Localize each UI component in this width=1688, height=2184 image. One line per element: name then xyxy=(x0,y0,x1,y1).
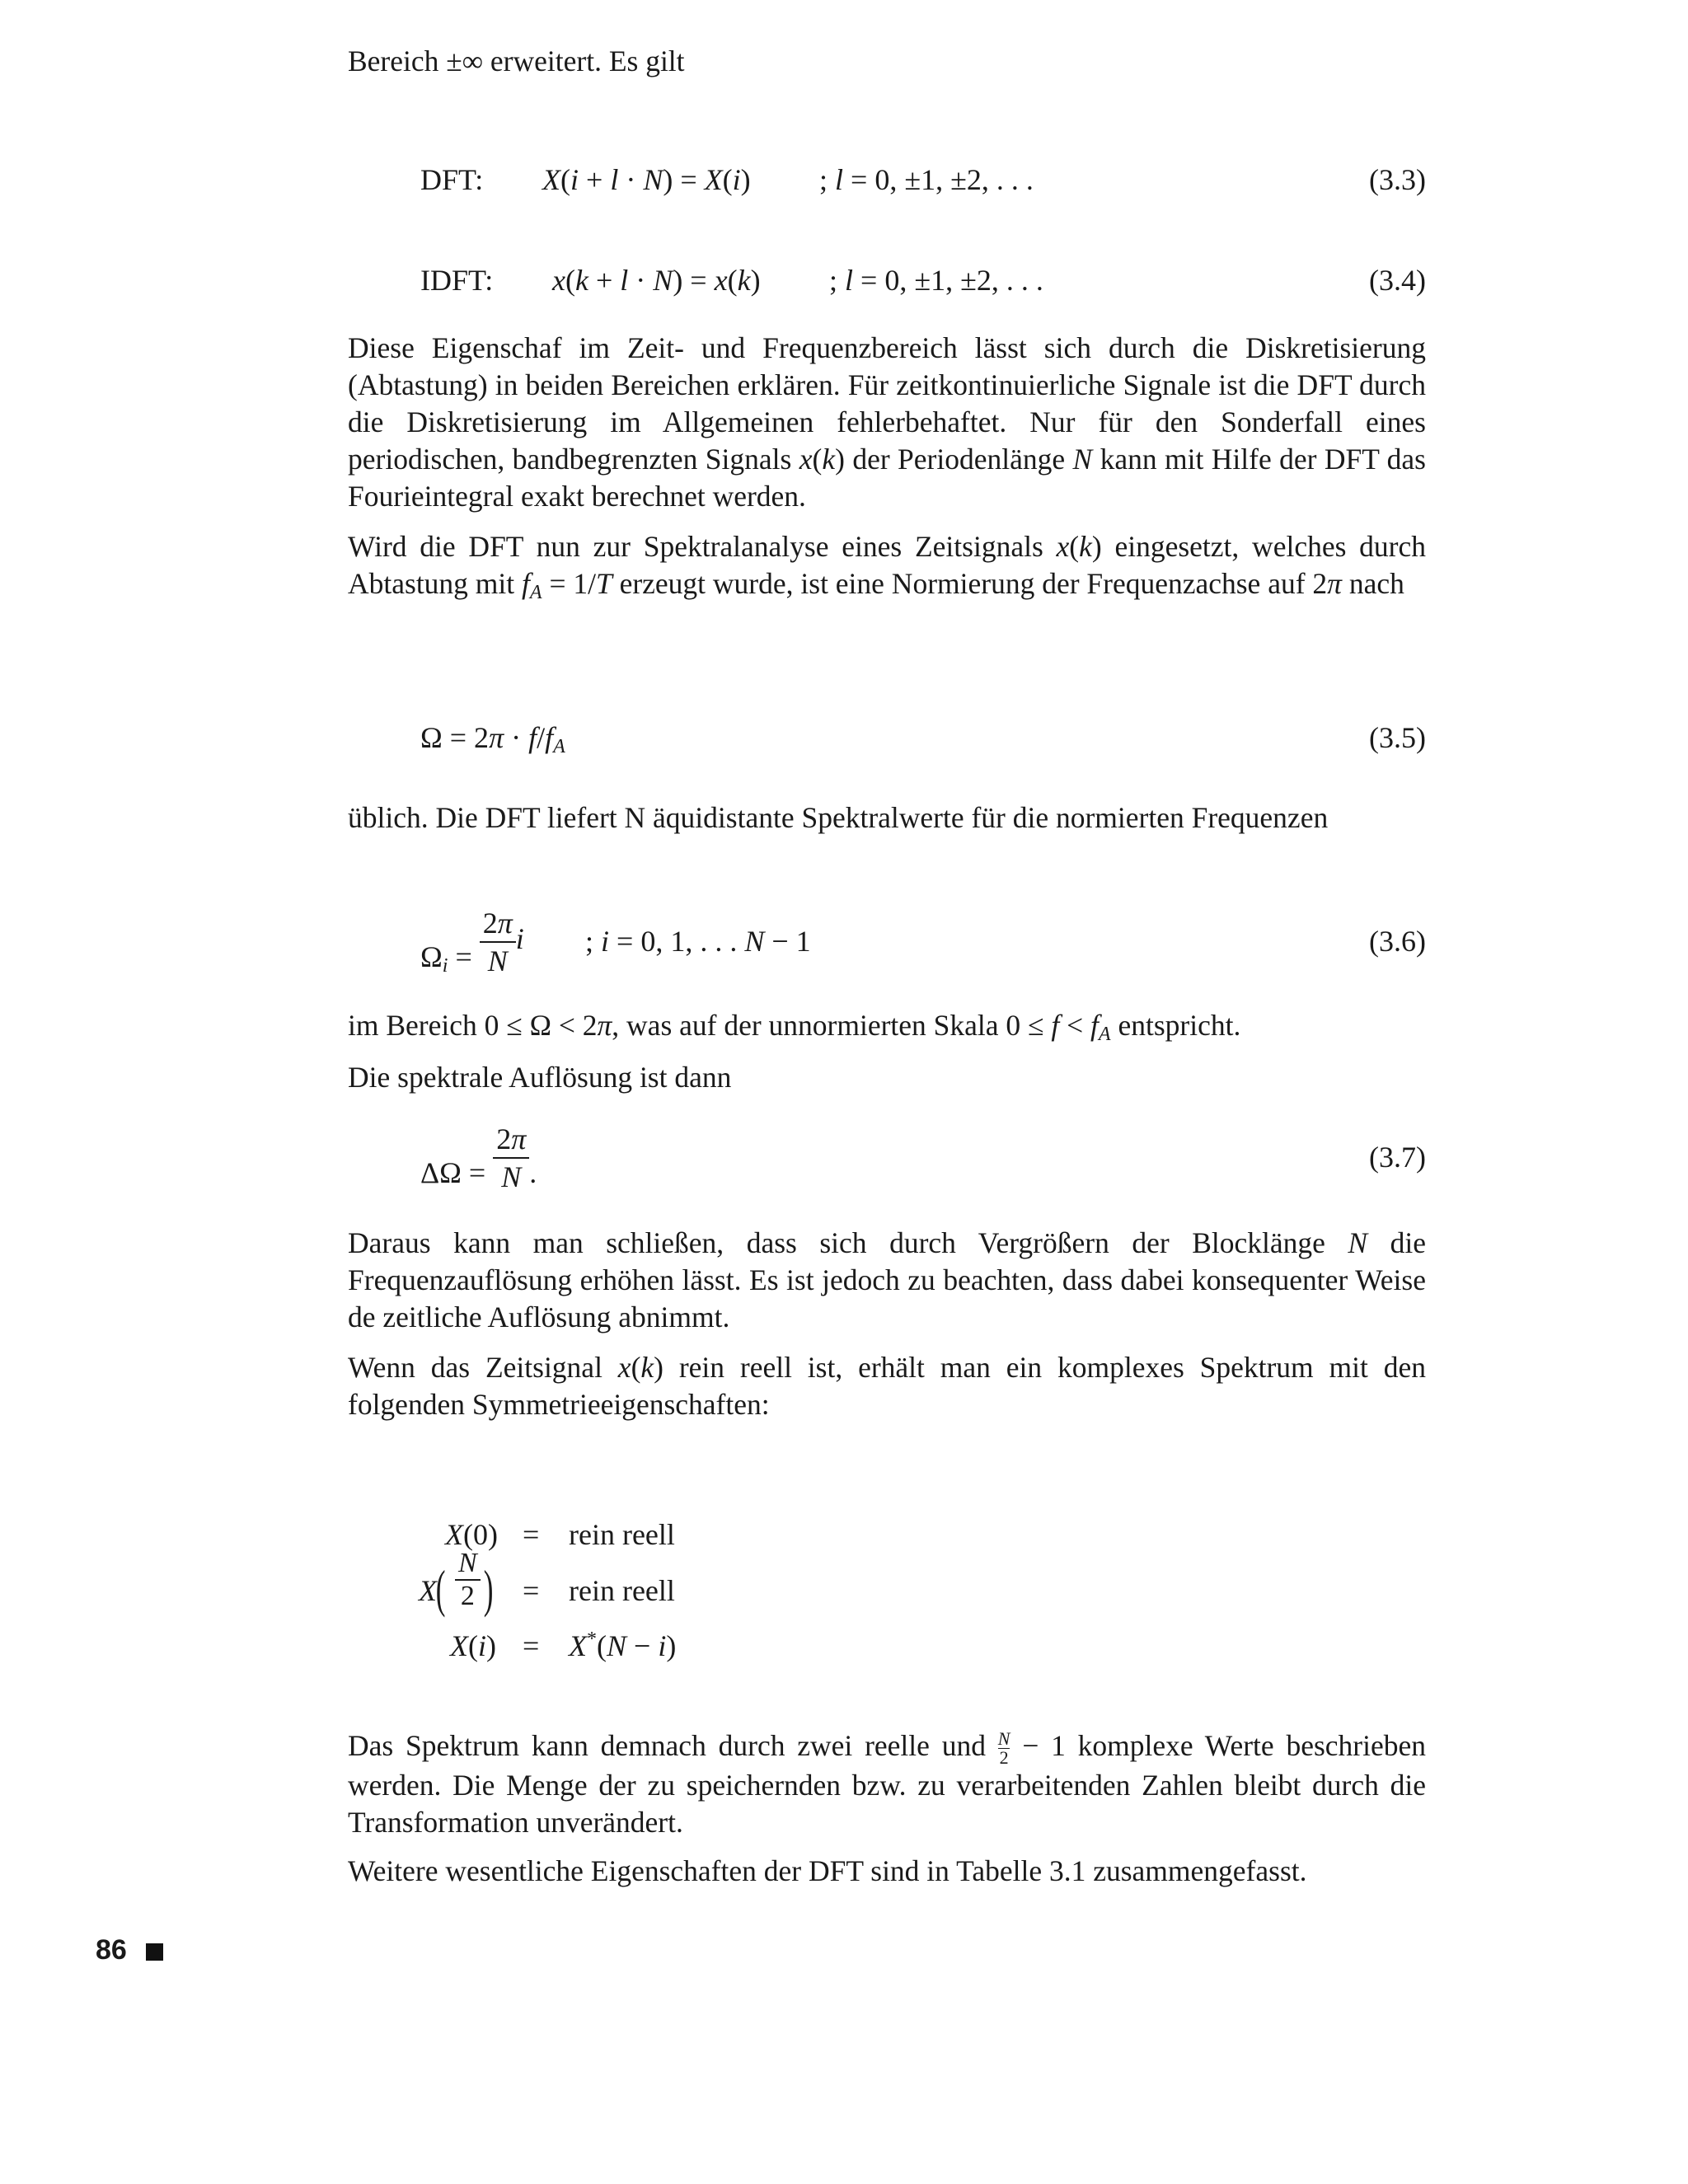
document-page: Bereich ±∞ erweitert. Es gilt DFT: X(i + l · N) = X(i) ; l = 0, ±1, ±2, . . . (3.3) IDFT: x(k + l · N) = x(k) ; l = 0, ±1, ±2, . . . (3.4) Diese Eigenschaf im Zeit- und Frequenzbereich lässt sich durch die Diskretisierung (Abtastung) in beiden Bereichen erklären. Für zeitkontinuierliche Signale ist die DFT durch die Diskretisierung im Allgemeinen fehlerbehaftet. Nur für den Sonderfall eines periodischen, bandbegrenzten Signals x(k) der Periodenlänge N kann mit Hilfe der DFT das Fourieintegral exakt berechnet werden. Wird die DFT nun zur Spektralanalyse eines Zeitsignals x(k) eingesetzt, welches durch Abtastung mit $f_A = 1/T$ erzeugt wurde, ist eine Normierung der Frequenzachse auf 2π nach $\Omega = 2\pi \cdot f/f_A$ (3.5) üblich. Die DFT liefert N äquidistante Spektralwerte für die normierten Frequenzen $\Omega_i$ = $\frac{2\pi}{N}$ i ; i = 0, 1, . . . N − 1 (3.6) im Bereich 0 ≤ Ω < 2π, was auf der unnormierten Skala $0 \le f < f_A$ entspricht. Die spektrale Auflösung ist dann ΔΩ = $\frac{2\pi}{N}$ . (3.7) Daraus kann man schließen, dass sich durch Vergrößern der Blocklänge N die Frequenzauflösung erhöhen lässt. Es ist jedoch zu beachten, dass dabei konsequenter Weise de zeitliche Auflösung abnimmt. Wenn das Zeitsignal x(k) rein reell ist, erhält man ein komplexes Spektrum mit den folgenden Symmetrieeigenschaften: X(0) = rein reell X ( $\frac{N}{2}$ ) = rein reell X(i) = X*(N − i) Das Spektrum kann demnach durch zwei reelle und $\frac{N}{2}$ − 1 komplexe Werte beschrieben werden. Die Menge der zu speichernden bzw. zu verarbeitenden Zahlen bleibt durch die Transformation unverändert. Weitere wesentliche Eigenschaften der DFT sind in Tabelle 3.1 zusammengefasst. 86 xyxy=(96,45,1426,1966)
paragraph-3: üblich. Die DFT liefert N äquidistante Spektralwerte für die normierten Frequenzen xyxy=(348,801,1329,834)
paragraph-4: im Bereich 0 ≤ Ω < 2π, was auf der unnormierten Skala $0 \le f < f_A$ entspricht. xyxy=(348,1009,1241,1045)
paragraph-5: Die spektrale Auflösung ist dann xyxy=(348,1061,732,1094)
equation-3-4: IDFT: x(k + l · N) = x(k) ; l = 0, ±1, ±2, . . . xyxy=(420,264,1043,297)
equation-number-3-4: (3.4) xyxy=(1369,264,1426,297)
paragraph-9: Weitere wesentliche Eigenschaften der DFT sind in Tabelle 3.1 zusammengefasst. xyxy=(348,1854,1307,1887)
equation-number-3-5: (3.5) xyxy=(1369,721,1426,754)
equation-number-3-6: (3.6) xyxy=(1369,925,1426,958)
intro-line: Bereich ±∞ erweitert. Es gilt xyxy=(348,45,685,77)
equation-3-7: ΔΩ = $\frac{2\pi}{N}$ . xyxy=(420,1122,537,1193)
paragraph-2: Wird die DFT nun zur Spektralanalyse eines Zeitsignals x(k) eingesetzt, welches durch Abtastung mit $f_A = 1/T$ erzeugt wurde, ist eine Normierung der Frequenzachse auf 2π nach xyxy=(348,530,1426,603)
equation-3-5: $\Omega = 2\pi \cdot f/f_A$ xyxy=(420,721,565,757)
folio-square-icon xyxy=(146,1943,163,1961)
paragraph-7: Wenn das Zeitsignal x(k) rein reell ist, erhält man ein komplexes Spektrum mit den folgenden Symmetrieeigenschaften: xyxy=(348,1351,1426,1421)
equation-3-3: DFT: X(i + l · N) = X(i) ; l = 0, ±1, ±2, . . . xyxy=(420,163,1034,196)
page-number: 86 xyxy=(96,1934,127,1966)
equation-3-6: $\Omega_i$ = $\frac{2\pi}{N}$ i ; i = 0, 1, . . . N − 1 xyxy=(420,907,811,977)
equation-number-3-3: (3.3) xyxy=(1369,163,1426,196)
paragraph-8: Das Spektrum kann demnach durch zwei reelle und $\frac{N}{2}$ − 1 komplexe Werte beschrieben werden. Die Menge der zu speichernden bzw. zu verarbeitenden Zahlen bleibt durch die Transformation unverändert. xyxy=(348,1728,1426,1840)
equation-number-3-7: (3.7) xyxy=(1369,1141,1426,1174)
paragraph-1: Diese Eigenschaf im Zeit- und Frequenzbereich lässt sich durch die Diskretisierung (Abtastung) in beiden Bereichen erklären. Für zeitkontinuierliche Signale ist die DFT durch die Diskretisierung im Allgemeinen fehlerbehaftet. Nur für den Sonderfall eines periodischen, bandbegrenzten Signals x(k) der Periodenlänge N kann mit Hilfe der DFT das Fourieintegral exakt berechnet werden. xyxy=(348,331,1426,513)
paragraph-6: Daraus kann man schließen, dass sich durch Vergrößern der Blocklänge N die Frequenzauflösung erhöhen lässt. Es ist jedoch zu beachten, dass dabei konsequenter Weise de zeitliche Auflösung abnimmt. xyxy=(348,1226,1426,1333)
